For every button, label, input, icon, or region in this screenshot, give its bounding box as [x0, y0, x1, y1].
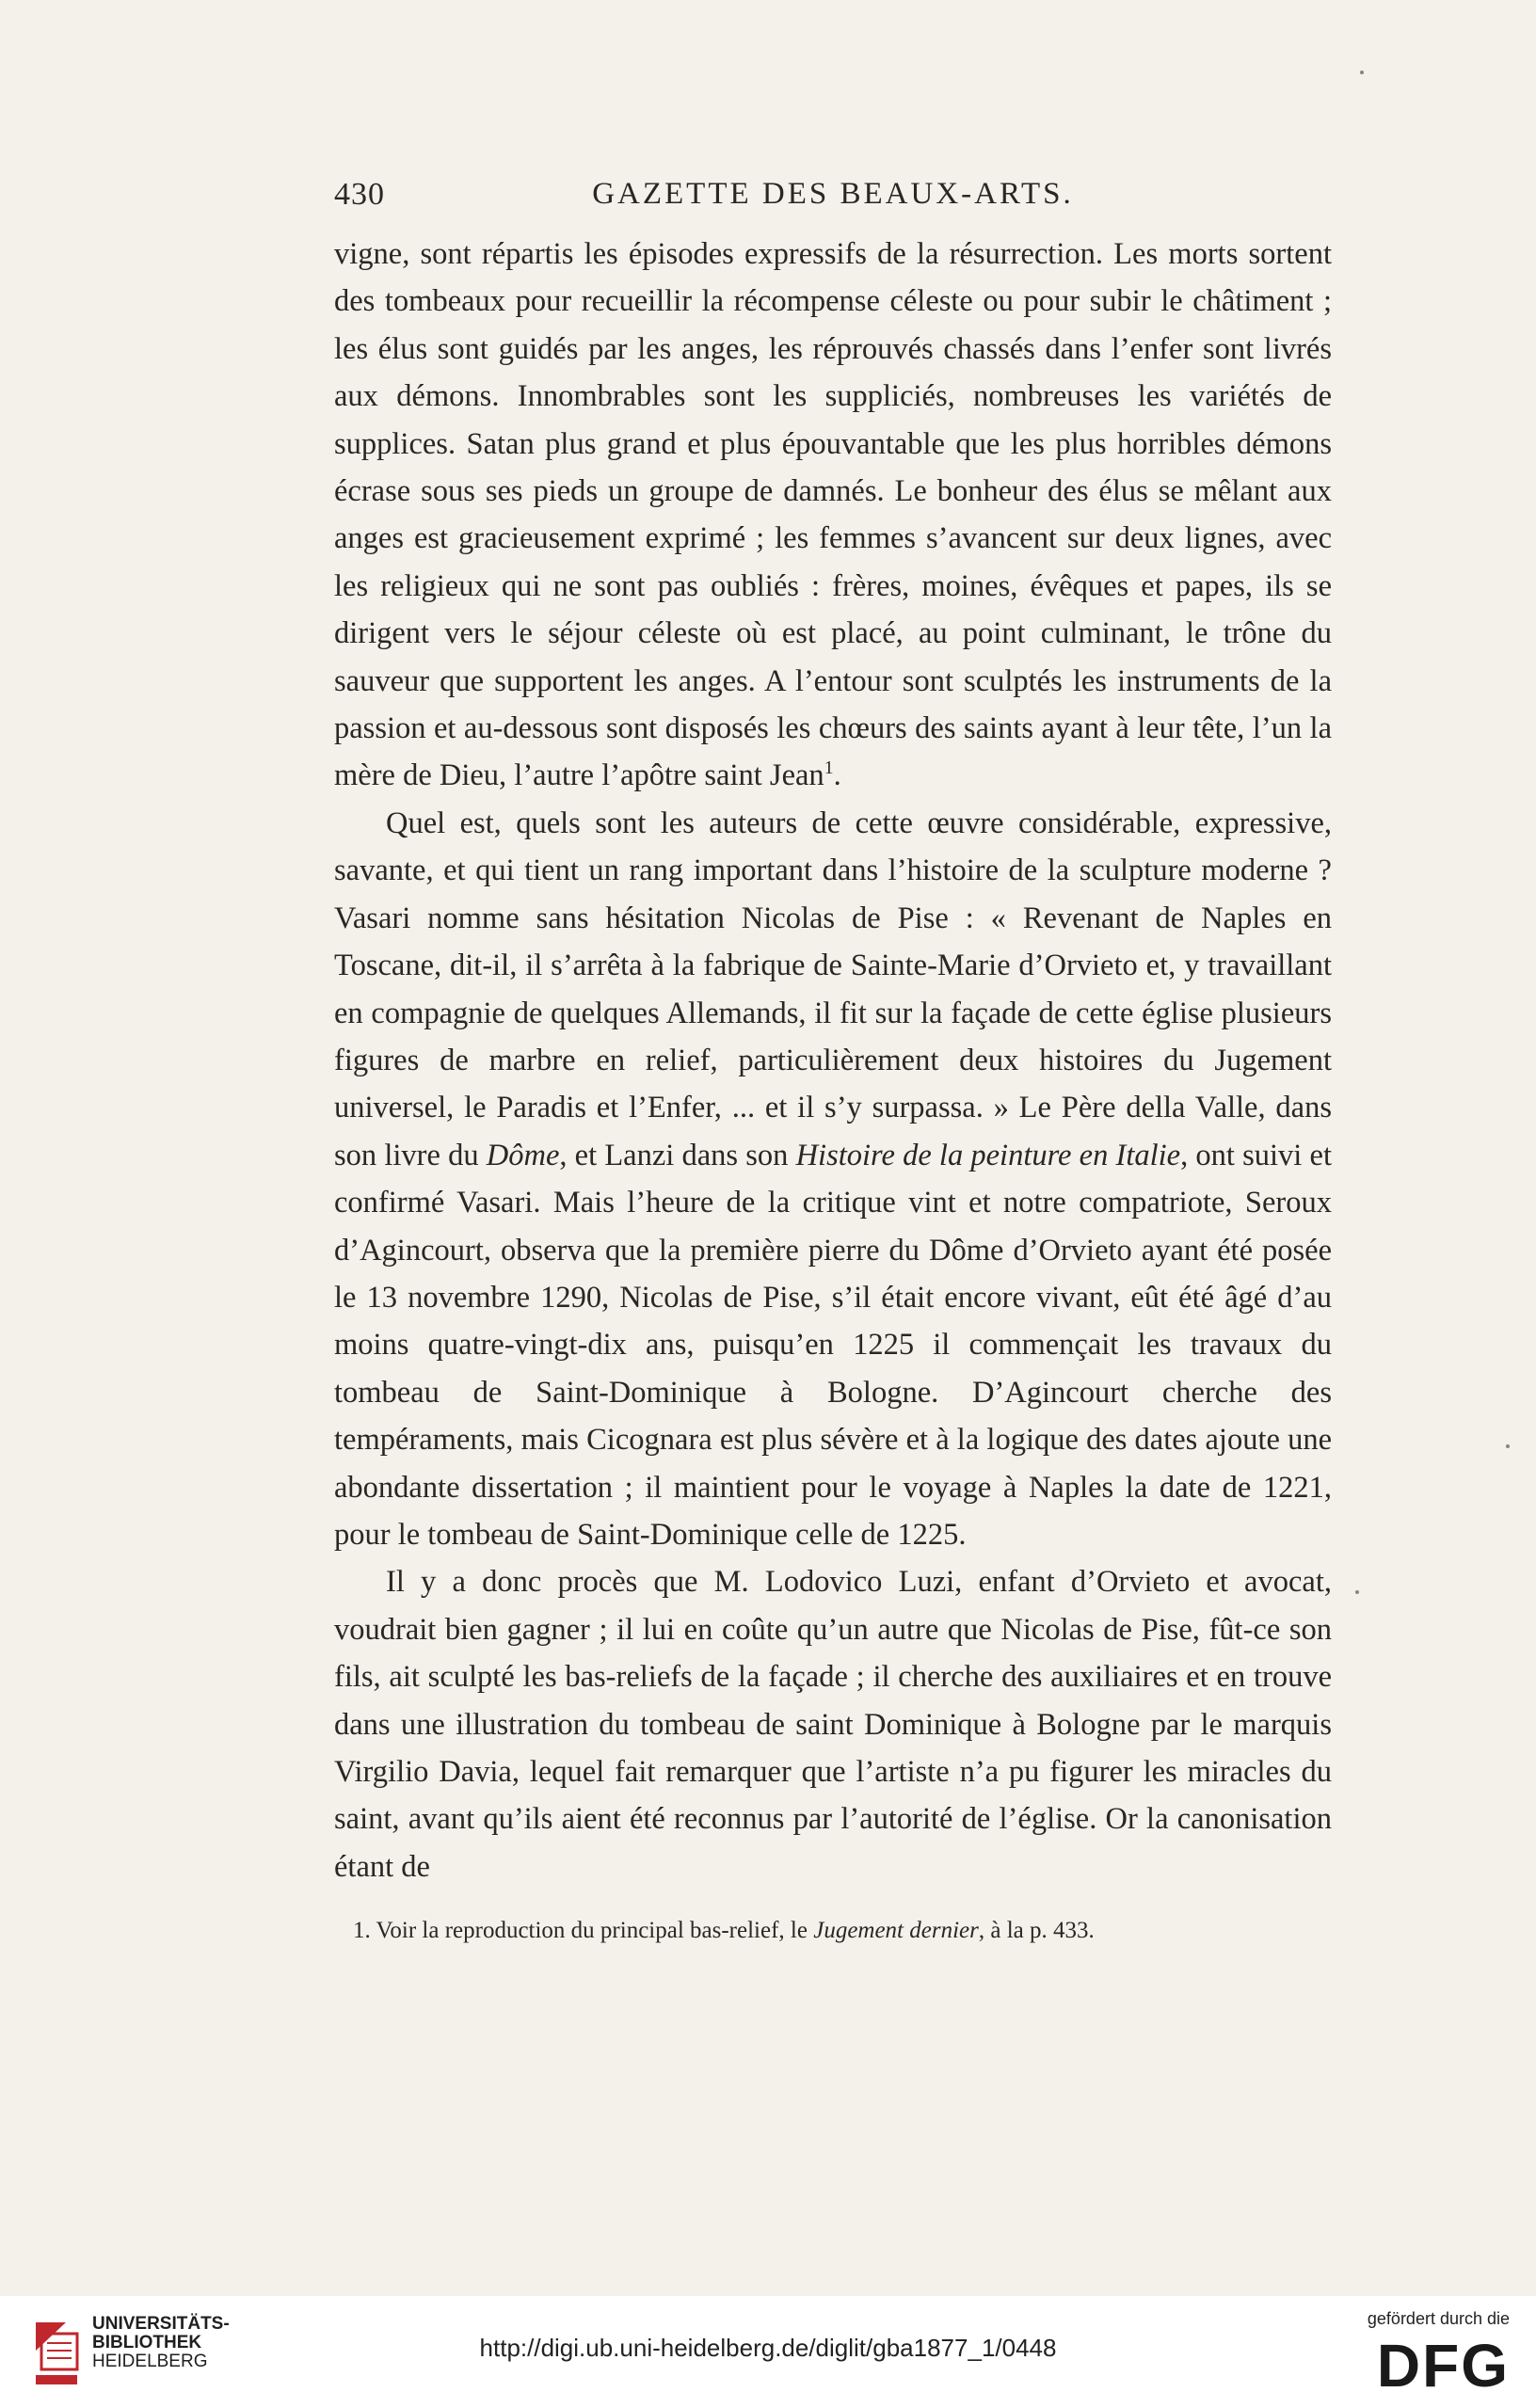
- page-header: [334, 169, 1332, 216]
- paragraph-2: [334, 800, 1332, 1559]
- speck-mark: [1360, 71, 1364, 74]
- footnote-text-a: . Voir la reproduction du principal bas-relief, le: [364, 1918, 814, 1943]
- paragraph-3-text: Il y a donc procès que M. Lodovico Luzi, enfant d’Orvieto et avocat, voudrait bien gagner ; il lui en coûte qu’un autre que Nicolas de Pise, fût-ce son fils, ait sculpté les bas-reliefs de la façade ; il cherche des auxiliaires et en trouve dans une illustration du tombeau de saint Dominique à Bologne par le marquis Virgilio Davia, lequel fait remarquer que l’artiste n’a pu figurer les miracles du saint, avant qu’ils aient été reconnus par l’autorité de l’église. Or la canonisation étant de: [334, 1565, 1332, 1884]
- institution-line-2: BIBLIOTHEK: [92, 2333, 202, 2352]
- footnote: [353, 1915, 1332, 1947]
- footnote-text-b: , à la p. 433.: [978, 1918, 1095, 1943]
- funded-by-label: gefördert durch die: [1367, 2309, 1510, 2328]
- paragraph-2-italic-histoire: Histoire de la peinture en Italie: [795, 1138, 1181, 1172]
- institution-line-3: HEIDELBERG: [92, 2352, 208, 2371]
- source-url[interactable]: http://digi.ub.uni-heidelberg.de/diglit/gba1877_1/0448: [479, 2334, 1057, 2362]
- paragraph-1: [334, 231, 1332, 800]
- footnote-ref[interactable]: 1: [824, 757, 834, 779]
- paragraph-2-text-b: , et Lanzi dans son: [559, 1138, 796, 1172]
- institution-line-1: UNIVERSITÄTS-: [92, 2314, 230, 2334]
- body-text: [334, 231, 1332, 1890]
- footnote-number: 1: [353, 1918, 365, 1943]
- bottom-banner: [0, 2296, 1536, 2408]
- paragraph-1-end: .: [833, 758, 841, 793]
- dfg-logo: DFG: [1376, 2332, 1510, 2400]
- running-title: GAZETTE DES BEAUX-ARTS.: [592, 177, 1074, 211]
- speck-mark: [1355, 1590, 1359, 1594]
- paragraph-2-text-c: , ont suivi et confirmé Vasari. Mais l’heure de la critique vint et notre compatriote, Seroux d’Agincourt, observa que la première pierre du Dôme d’Orvieto ayant été posée le 13 novembre 1290, Nicolas de Pise, s’il était encore vivant, eût été âgé d’au moins quatre-vingt-dix ans, puisqu’en 1225 il commençait les travaux du tombeau de Saint-Dominique à Bologne. D’Agincourt cherche des tempéraments, mais Cicognara est plus sévère et à la logique des dates ajoute une abondante dissertation ; il maintient pour le voyage à Naples la date de 1221, pour le tombeau de Saint-Dominique celle de 1225.: [334, 1138, 1332, 1552]
- paragraph-2-text-a: Quel est, quels sont les auteurs de cette œuvre considérable, expressive, savante, et qui tient un rang important dans l’histoire de la sculpture moderne ? Vasari nomme sans hésitation Nicolas de Pise : « Revenant de Naples en Toscane, dit-il, il s’arrêta à la fabrique de Sainte-Marie d’Orvieto et, y travaillant en compagnie de quelques Allemands, il fit sur la façade de cette église plusieurs figures de marbre en relief, particulièrement deux histoires du Jugement universel, le Paradis et l’Enfer, ... et il s’y surpassa. » Le Père della Valle, dans son livre du: [334, 805, 1332, 1172]
- page-number: 430: [334, 177, 385, 212]
- paragraph-3: [334, 1558, 1332, 1890]
- footnote-italic: Jugement dernier: [813, 1918, 979, 1943]
- paragraph-2-italic-dome: Dôme: [486, 1138, 560, 1172]
- speck-mark: [1506, 1444, 1510, 1448]
- paragraph-1-text: vigne, sont répartis les épisodes expressifs de la résurrection. Les morts sortent des tombeaux pour recueillir la récompense céleste ou pour subir le châtiment ; les élus sont guidés par les anges, les réprouvés chassés dans l’enfer sont livrés aux démons. Innombrables sont les suppliciés, nombreuses les variétés de supplices. Satan plus grand et plus épouvantable que les plus horribles démons écrase sous ses pieds un groupe de damnés. Le bonheur des élus se mêlant aux anges est gracieusement exprimé ; les femmes s’avancent sur deux lignes, avec les religieux qui ne sont pas oubliés : frères, moines, évêques et papes, ils se dirigent vers le séjour céleste où est placé, au point culminant, le trône du sauveur que supportent les anges. A l’entour sont sculptés les instruments de la passion et au-dessous sont disposés les chœurs des saints ayant à leur tête, l’un la mère de Dieu, l’autre l’apôtre saint Jean: [334, 237, 1332, 793]
